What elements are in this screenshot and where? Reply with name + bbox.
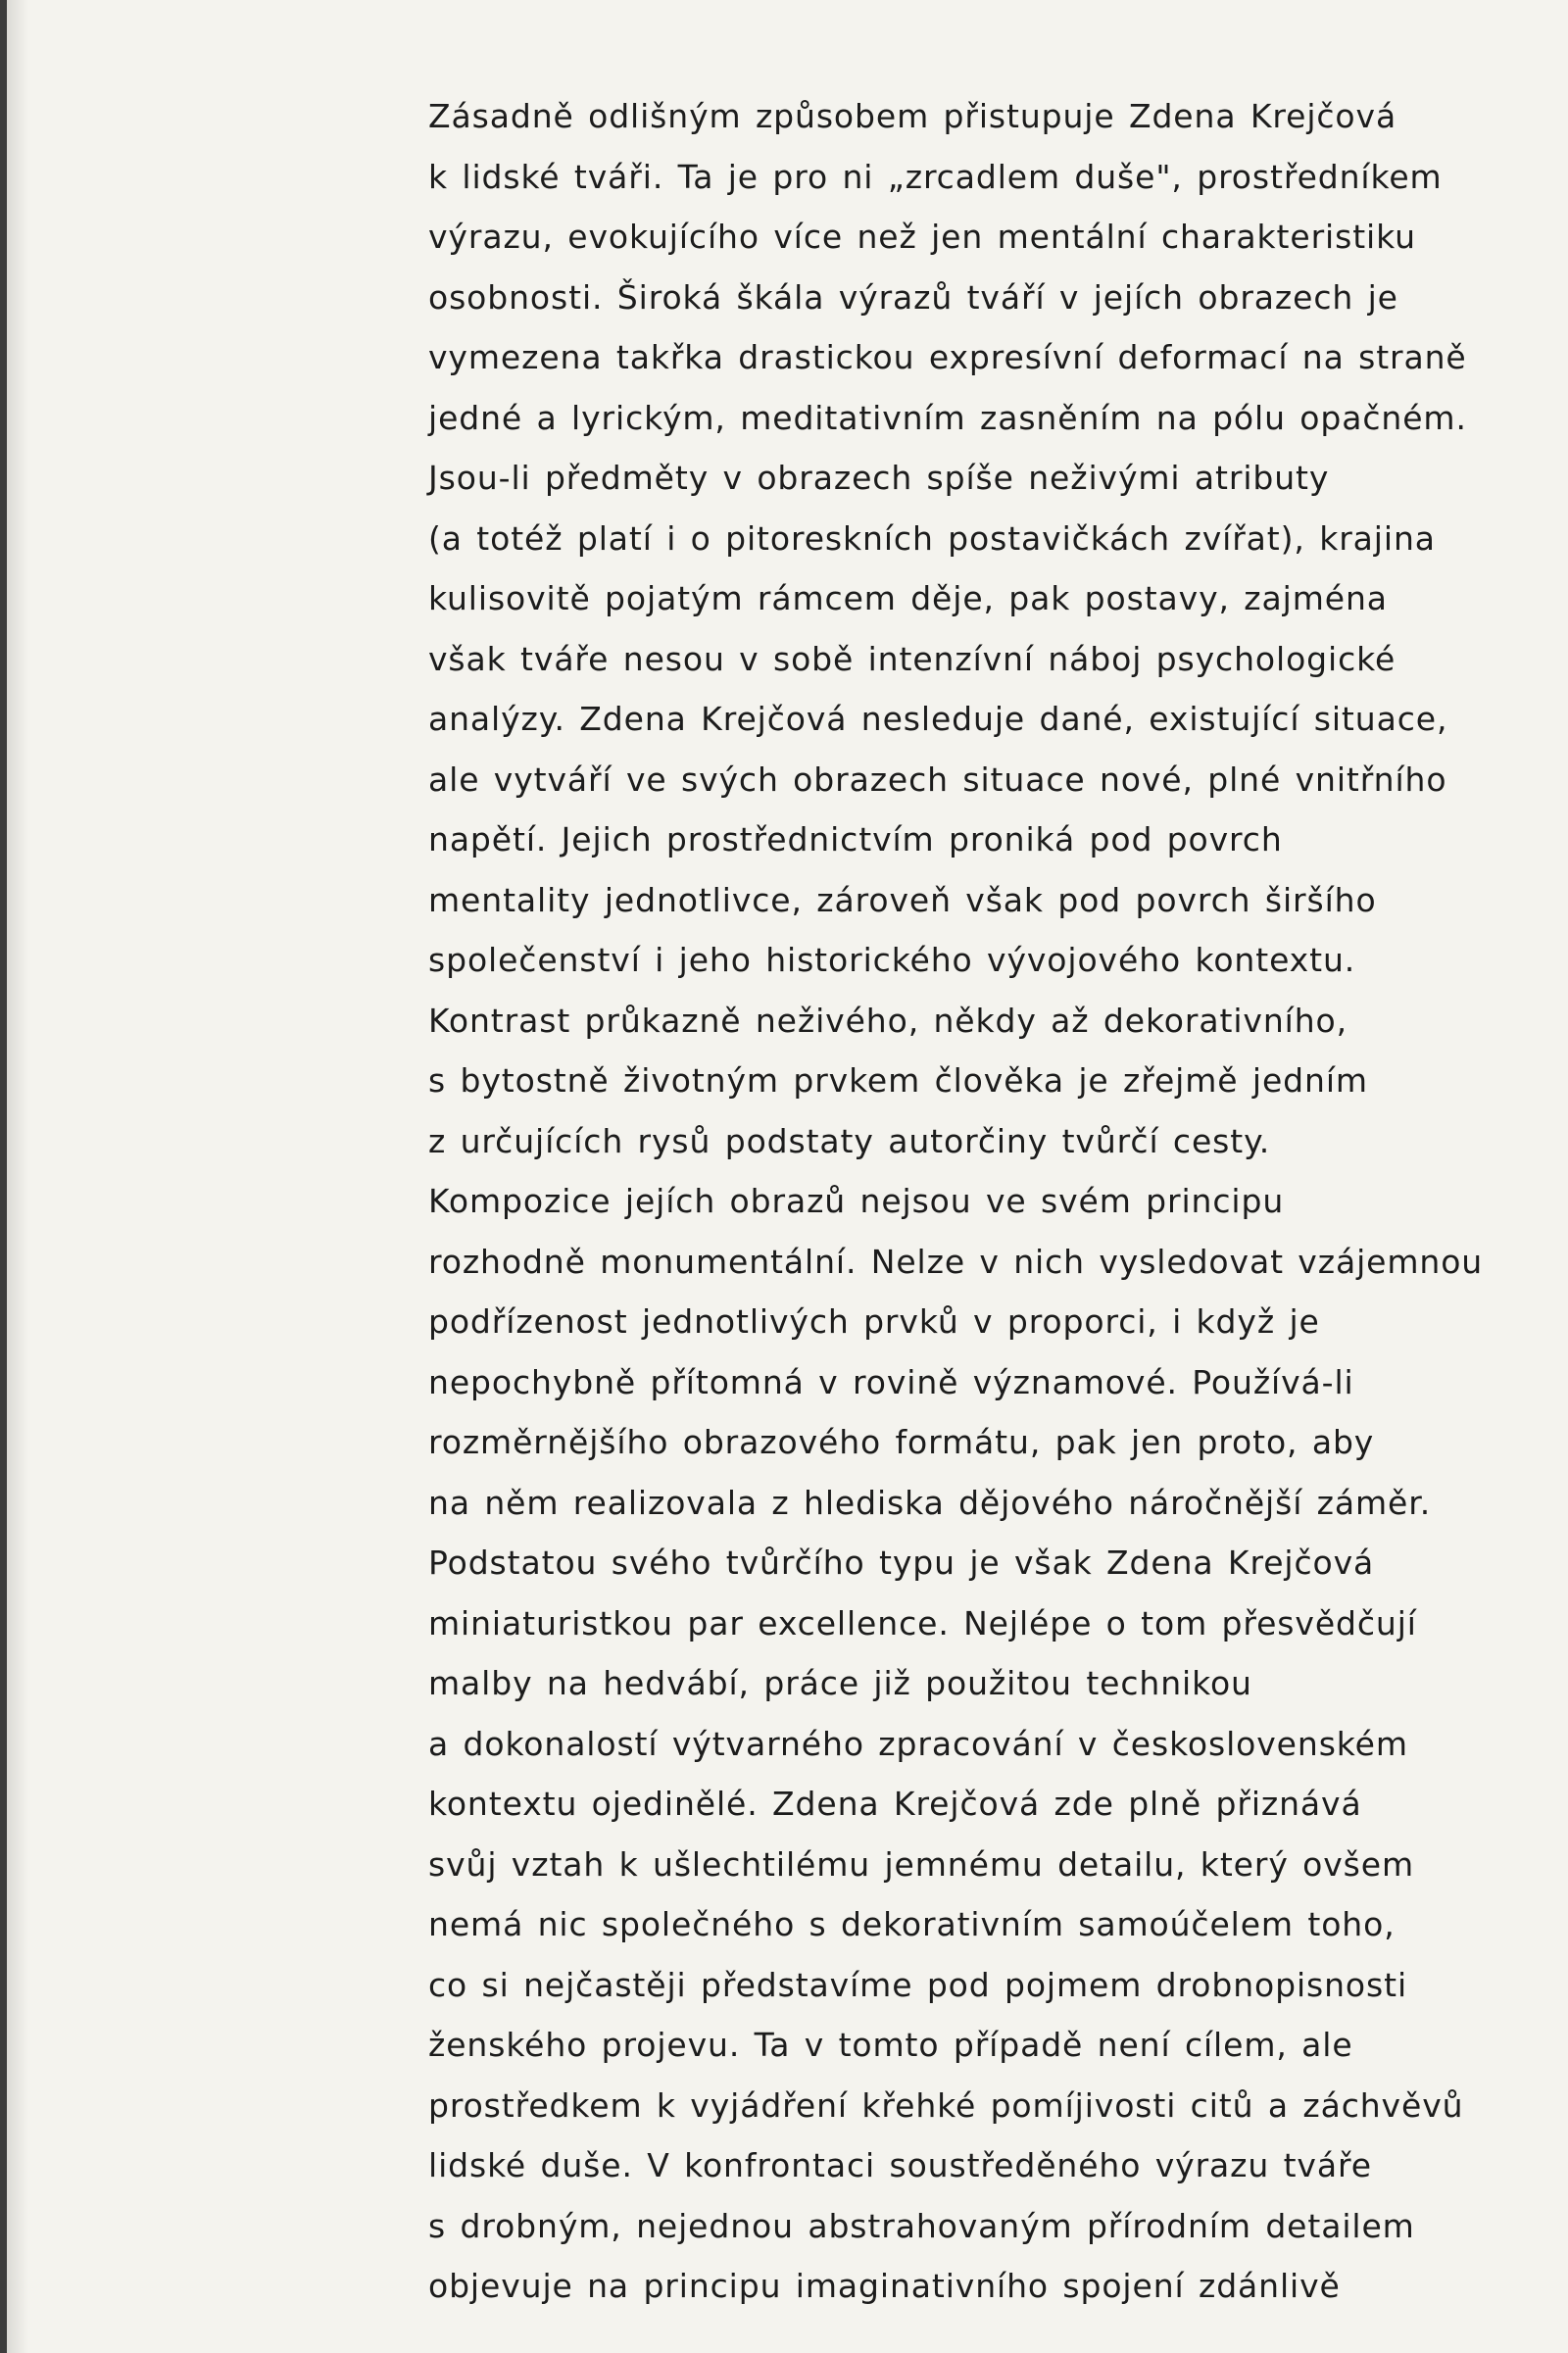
- text-line: však tváře nesou v sobě intenzívní náboj psychologické: [428, 639, 1396, 678]
- binding-edge: [0, 0, 7, 2353]
- text-line: svůj vztah k ušlechtilému jemnému detailu, který ovšem: [428, 1844, 1415, 1884]
- text-line: nemá nic společného s dekorativním samoúčelem toho,: [428, 1905, 1396, 1943]
- text-line: rozměrnějšího obrazového formátu, pak jen proto, aby: [428, 1423, 1375, 1461]
- text-line: miniaturistkou par excellence. Nejlépe o tom přesvědčují: [428, 1603, 1417, 1642]
- text-line: na něm realizovala z hlediska dějového náročnější záměr.: [428, 1483, 1432, 1522]
- text-line: lidské duše. V konfrontaci soustředěného výrazu tváře: [428, 2146, 1372, 2184]
- text-line: co si nejčastěji představíme pod pojmem drobnopisnosti: [428, 1965, 1408, 2004]
- text-line: s bytostně životným prvkem člověka je zřejmě jedním: [428, 1061, 1368, 1100]
- text-line: (a totéž platí i o pitoreskních postavičkách zvířat), krajina: [428, 518, 1436, 558]
- text-line: Zásadně odlišným způsobem přistupuje Zdena Krejčová: [428, 97, 1397, 135]
- text-line: napětí. Jejich prostřednictvím proniká pod povrch: [428, 820, 1283, 858]
- text-line: Podstatou svého tvůrčího typu je však Zdena Krejčová: [428, 1544, 1375, 1582]
- text-line: podřízenost jednotlivých prvků v proporci, i když je: [428, 1302, 1320, 1341]
- text-line: s drobným, nejednou abstrahovaným přírodním detailem: [428, 2206, 1415, 2245]
- text-line: kulisovitě pojatým rámcem děje, pak postavy, zajména: [428, 579, 1388, 617]
- text-line: prostředkem k vyjádření křehké pomíjivosti citů a záchvěvů: [428, 2085, 1464, 2125]
- text-line: objevuje na principu imaginativního spojení zdánlivě: [428, 2267, 1341, 2305]
- text-line: jedné a lyrickým, meditativním zasněním na pólu opačném.: [428, 398, 1467, 437]
- text-line: a dokonalostí výtvarného zpracování v československém: [428, 1724, 1408, 1763]
- text-line: výrazu, evokujícího více než jen mentální charakteristiku: [428, 218, 1416, 256]
- text-line: malby na hedvábí, práce již použitou technikou: [428, 1664, 1252, 1702]
- text-line: mentality jednotlivce, zároveň však pod povrch širšího: [428, 880, 1377, 919]
- binding-shadow: [7, 0, 28, 2353]
- text-line: rozhodně monumentální. Nelze v nich vysledovat vzájemnou: [428, 1242, 1484, 1281]
- text-line: společenství i jeho historického vývojového kontextu.: [428, 941, 1356, 979]
- text-line: ale vytváří ve svých obrazech situace nové, plné vnitřního: [428, 760, 1447, 799]
- text-line: kontextu ojedinělé. Zdena Krejčová zde plně přiznává: [428, 1785, 1362, 1823]
- text-line: analýzy. Zdena Krejčová nesleduje dané, existující situace,: [428, 700, 1448, 738]
- text-line: osobnosti. Široká škála výrazů tváří v jejích obrazech je: [428, 277, 1398, 317]
- text-line: k lidské tváři. Ta je pro ni „zrcadlem duše", prostředníkem: [428, 157, 1443, 196]
- text-line: z určujících rysů podstaty autorčiny tvůrčí cesty.: [428, 1121, 1271, 1160]
- text-line: Kontrast průkazně neživého, někdy až dekorativního,: [428, 1001, 1348, 1040]
- text-line: Jsou-li předměty v obrazech spíše neživými atributy: [428, 459, 1330, 497]
- text-line: Kompozice jejích obrazů nejsou ve svém principu: [428, 1182, 1285, 1220]
- text-line: nepochybně přítomná v rovině významové. Používá-li: [428, 1362, 1354, 1401]
- text-line: ženského projevu. Ta v tomto případě není cílem, ale: [428, 2026, 1353, 2064]
- text-line: vymezena takřka drastickou expresívní deformací na straně: [428, 338, 1467, 376]
- body-text: [428, 86, 1496, 2317]
